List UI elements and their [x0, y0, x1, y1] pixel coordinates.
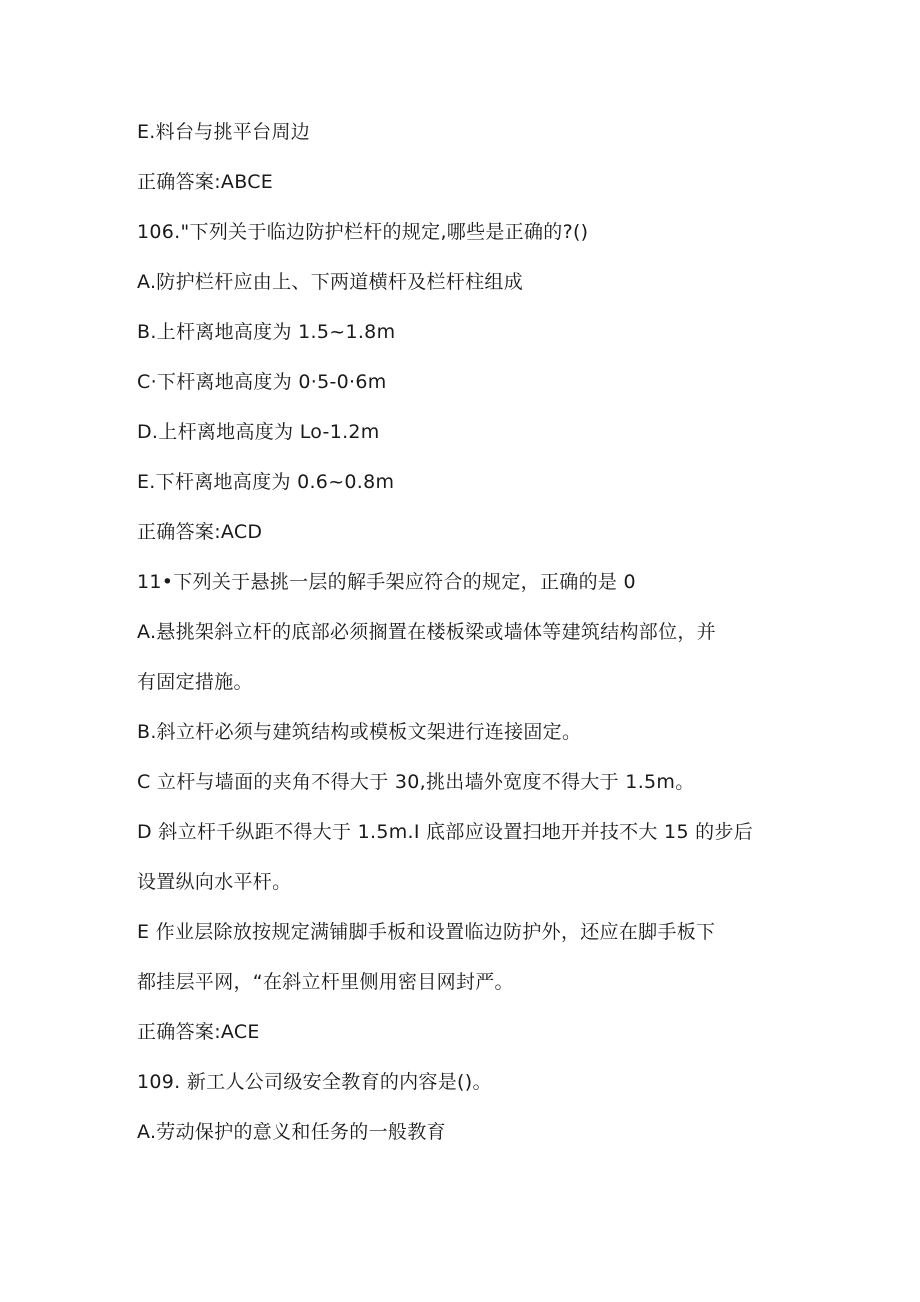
- option-a-q109: A.劳动保护的意义和任务的一般教育: [137, 1121, 446, 1143]
- answer-q105: 正确答案:ABCE: [137, 171, 274, 193]
- option-e-q105: E.料台与挑平台周边: [137, 121, 311, 143]
- question-11: 11•下列关于悬挑一层的解手架应符合的规定，正确的是 0: [137, 571, 636, 593]
- option-e-q11-continued: 都挂层平网，“在斜立杆里侧用密目网封严。: [137, 971, 514, 993]
- answer-q106: 正确答案:ACD: [137, 521, 263, 543]
- option-b-q106: B.上杆离地高度为 1.5~1.8m: [137, 321, 396, 343]
- question-106: 106."下列关于临边防护栏杆的规定,哪些是正确的?(): [137, 221, 589, 243]
- option-a-q106: A.防护栏杆应由上、下两道横杆及栏杆柱组成: [137, 271, 524, 293]
- option-a-q11: A.悬挑架斜立杆的底部必须搁置在楼板梁或墙体等建筑结构部位，并: [137, 621, 717, 643]
- option-d-q11-continued: 设置纵向水平杆。: [137, 871, 292, 893]
- answer-q11: 正确答案:ACE: [137, 1021, 260, 1043]
- option-d-q106: D.上杆离地高度为 Lo-1.2m: [137, 421, 380, 443]
- option-c-q106: C·下杆离地高度为 0·5-0·6m: [137, 371, 387, 393]
- option-c-q11: C 立杆与墙面的夹角不得大于 30,挑出墙外宽度不得大于 1.5m。: [137, 771, 695, 793]
- option-e-q11: E 作业层除放按规定满铺脚手板和设置临边防护外，还应在脚手板下: [137, 921, 716, 943]
- option-b-q11: B.斜立杆必须与建筑结构或模板文架进行连接固定。: [137, 721, 582, 743]
- option-d-q11: D 斜立杆千纵距不得大于 1.5m.I 底部应设置扫地开并技不大 15 的步后: [137, 821, 754, 843]
- option-e-q106: E.下杆离地高度为 0.6~0.8m: [137, 471, 395, 493]
- question-109: 109. 新工人公司级安全教育的内容是()。: [137, 1071, 492, 1093]
- option-a-q11-continued: 有固定措施。: [137, 671, 253, 693]
